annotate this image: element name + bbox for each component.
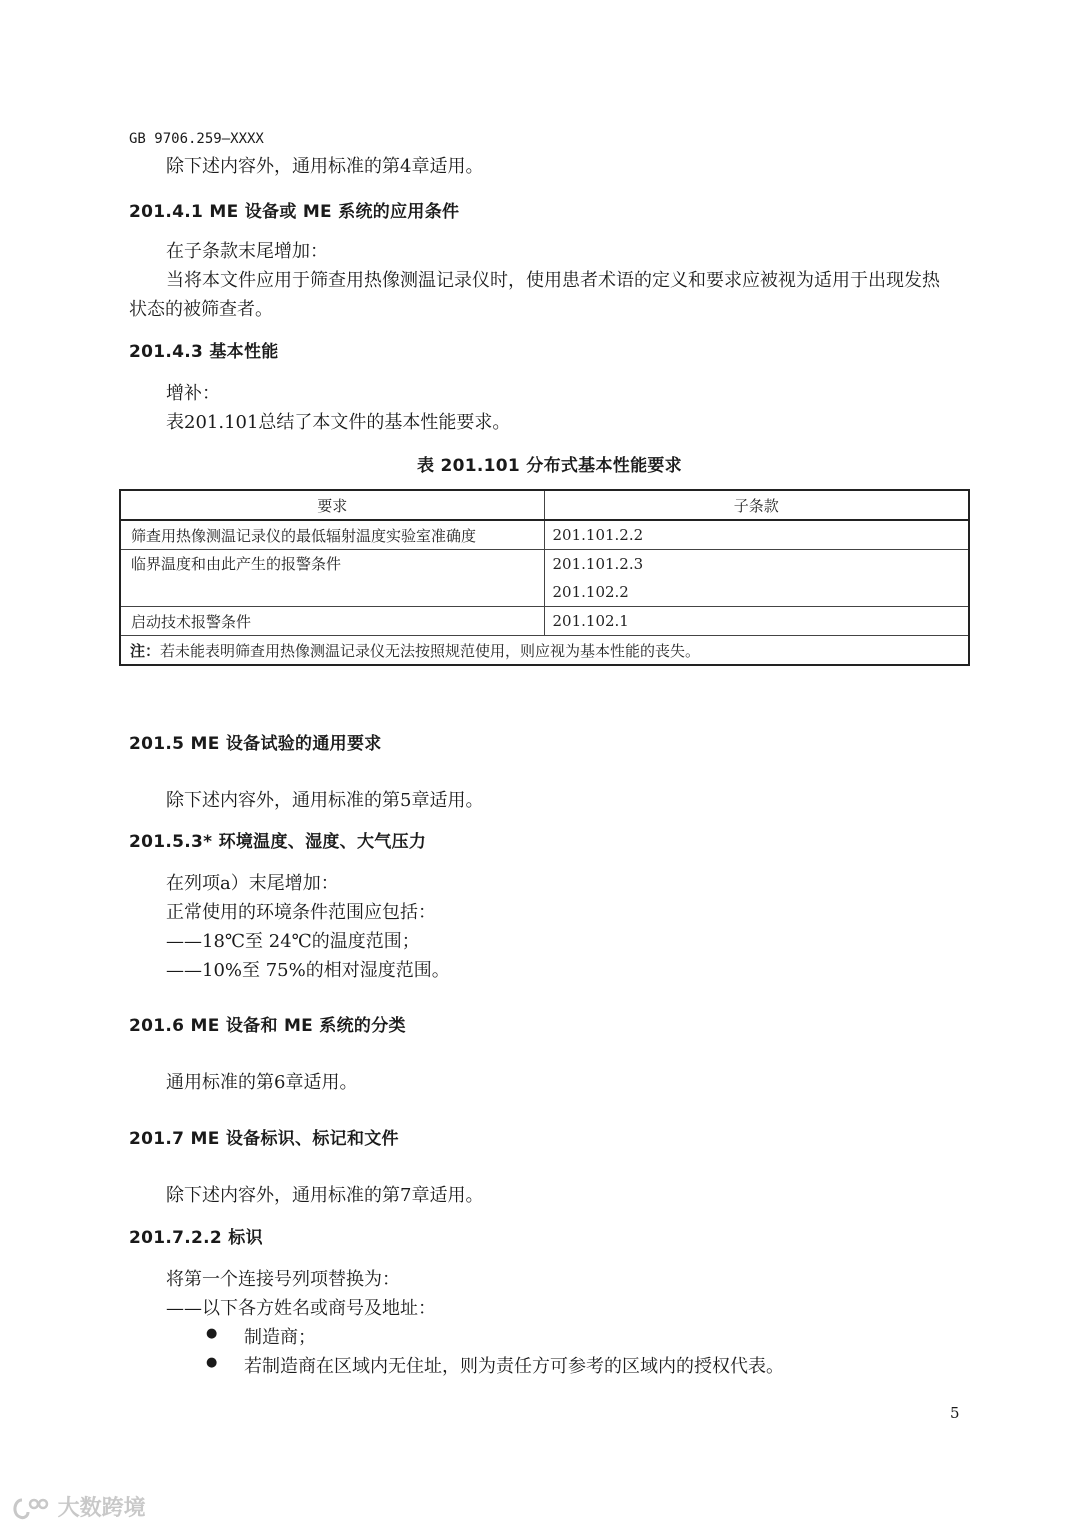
dash-list-item: ——10%至 75%的相对湿度范围。 bbox=[166, 960, 450, 981]
table-cell-clause: 201.101.2.2 bbox=[544, 520, 969, 550]
table-note-row bbox=[120, 636, 969, 666]
paragraph: 通用标准的第6章适用。 bbox=[166, 1072, 358, 1093]
section-heading: 201.7 ME 设备标识、标记和文件 bbox=[129, 1129, 399, 1149]
requirements-table bbox=[119, 489, 970, 666]
bullet-list-item: 若制造商在区域内无住址，则为责任方可参考的区域内的授权代表。 bbox=[244, 1356, 784, 1377]
paragraph: 正常使用的环境条件范围应包括： bbox=[166, 902, 436, 923]
paragraph: 当将本文件应用于筛查用热像测温记录仪时，使用患者术语的定义和要求应被视为适用于出现发热 bbox=[166, 270, 940, 291]
requirement-text: 临界温度和由此产生的报警条件 bbox=[131, 555, 342, 573]
section-heading: 201.5.3* 环境温度、湿度、大气压力 bbox=[129, 832, 427, 852]
section-heading: 201.4.3 基本性能 bbox=[129, 342, 279, 362]
table-cell-clause bbox=[544, 550, 969, 607]
table-header-cell: 子条款 bbox=[544, 490, 969, 520]
table-cell-requirement: 筛查用热像测温记录仪的最低辐射温度实验室准确度 bbox=[120, 520, 544, 550]
note-text: 若未能表明筛查用热像测温记录仪无法按照规范使用，则应视为基本性能的丧失。 bbox=[160, 641, 701, 660]
page-number: 5 bbox=[950, 1404, 960, 1422]
table-cell-requirement: 启动技术报警条件 bbox=[120, 607, 544, 636]
dash-list-item: ——以下各方姓名或商号及地址： bbox=[166, 1298, 436, 1319]
bullet-icon: ● bbox=[206, 1326, 218, 1341]
section-heading: 201.5 ME 设备试验的通用要求 bbox=[129, 734, 382, 754]
watermark-text: 大数跨境 bbox=[57, 1496, 146, 1521]
paragraph: 在列项a）末尾增加： bbox=[166, 873, 339, 894]
document-code: GB 9706.259—XXXX bbox=[129, 131, 264, 147]
note-label: 注： bbox=[130, 641, 161, 660]
paragraph: 状态的被筛查者。 bbox=[129, 299, 273, 320]
bullet-list-item: 制造商； bbox=[244, 1327, 316, 1348]
section-heading: 201.7.2.2 标识 bbox=[129, 1228, 263, 1248]
watermark bbox=[10, 1491, 146, 1522]
paragraph: 将第一个连接号列项替换为： bbox=[166, 1269, 400, 1290]
section-heading: 201.4.1 ME 设备或 ME 系统的应用条件 bbox=[129, 202, 460, 222]
table-cell-requirement bbox=[120, 550, 544, 607]
watermark-logo-icon bbox=[10, 1496, 50, 1522]
section-heading: 201.6 ME 设备和 ME 系统的分类 bbox=[129, 1016, 406, 1036]
dash-list-item: ——18℃至 24℃的温度范围； bbox=[166, 931, 420, 952]
paragraph: 除下述内容外，通用标准的第5章适用。 bbox=[166, 790, 484, 811]
table-header-cell: 要求 bbox=[120, 490, 544, 520]
table-note bbox=[120, 636, 969, 666]
paragraph: 表201.101总结了本文件的基本性能要求。 bbox=[166, 412, 511, 433]
paragraph: 除下述内容外，通用标准的第4章适用。 bbox=[166, 156, 484, 177]
paragraph: 增补： bbox=[166, 383, 220, 404]
table-row bbox=[120, 550, 969, 607]
paragraph: 在子条款末尾增加： bbox=[166, 241, 328, 262]
table-row bbox=[120, 520, 969, 550]
clause-text: 201.102.2 bbox=[552, 583, 629, 601]
clause-text: 201.101.2.3 bbox=[552, 555, 644, 573]
bullet-icon: ● bbox=[206, 1355, 218, 1370]
table-caption: 表 201.101 分布式基本性能要求 bbox=[417, 456, 682, 476]
table-cell-clause: 201.102.1 bbox=[544, 607, 969, 636]
table-row bbox=[120, 607, 969, 636]
paragraph: 除下述内容外，通用标准的第7章适用。 bbox=[166, 1185, 484, 1206]
table-header-row bbox=[120, 490, 969, 520]
